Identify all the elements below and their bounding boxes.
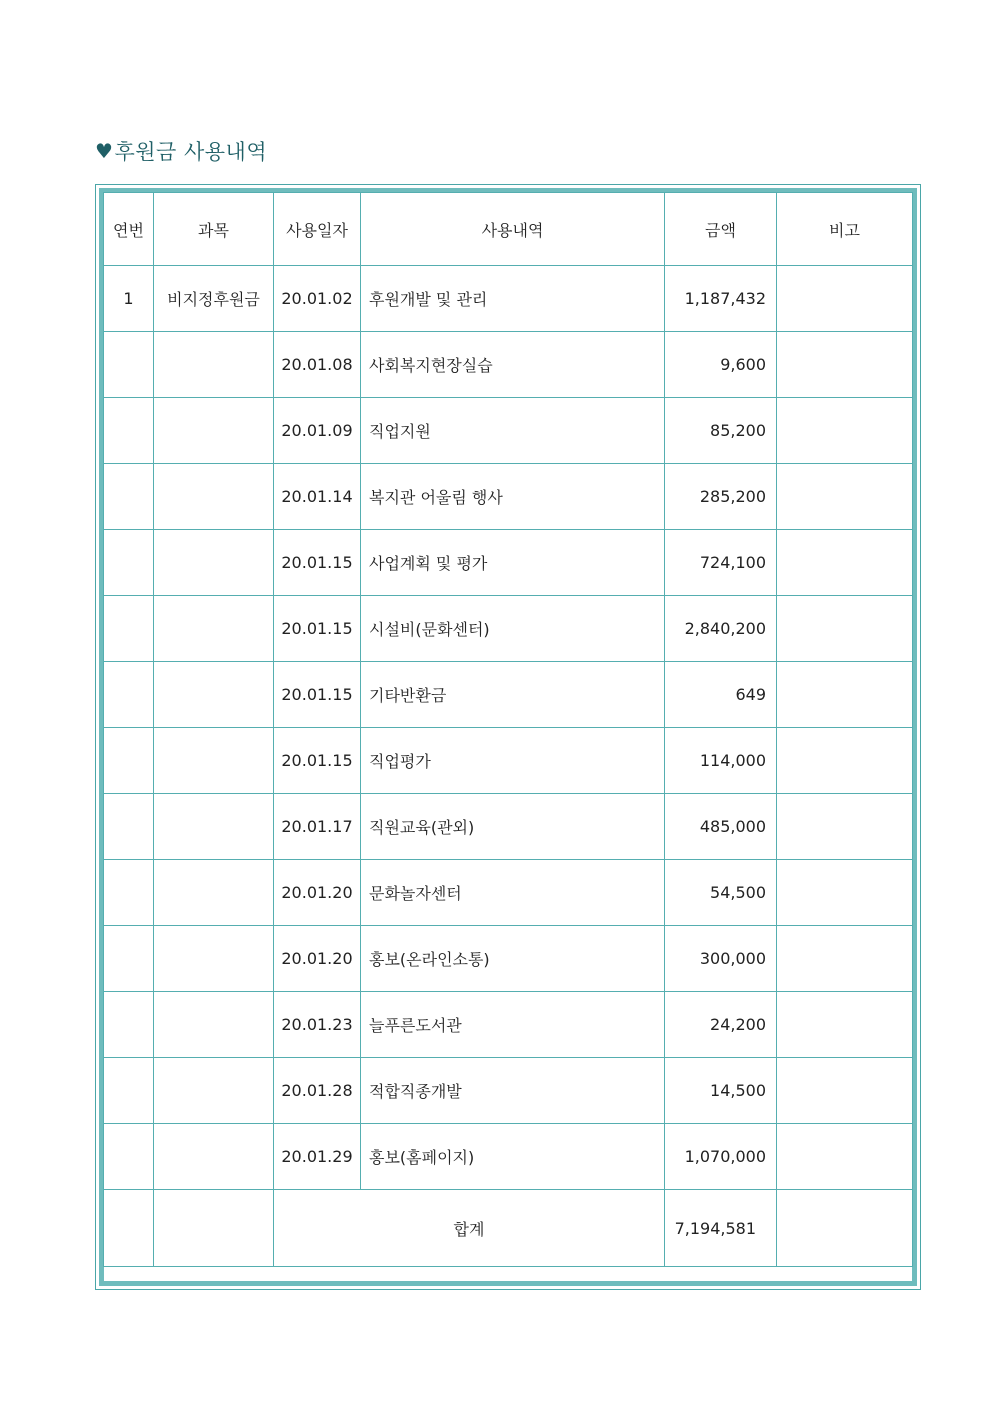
total-subject — [154, 1190, 274, 1267]
cell-no: 1 — [104, 266, 154, 332]
cell-detail: 홍보(온라인소통) — [361, 926, 665, 992]
cell-no — [104, 1124, 154, 1190]
cell-date: 20.01.15 — [274, 728, 361, 794]
table-row — [104, 266, 913, 332]
cell-amount: 724,100 — [665, 530, 777, 596]
cell-date: 20.01.29 — [274, 1124, 361, 1190]
cell-detail: 사회복지현장실습 — [361, 332, 665, 398]
cell-detail: 직원교육(관외) — [361, 794, 665, 860]
cell-date: 20.01.17 — [274, 794, 361, 860]
cell-subject — [154, 794, 274, 860]
cell-detail: 직업평가 — [361, 728, 665, 794]
cell-subject — [154, 464, 274, 530]
cell-note — [777, 530, 913, 596]
total-amount: 7,194,581 — [665, 1190, 777, 1267]
page-title — [95, 136, 267, 166]
cell-subject — [154, 992, 274, 1058]
cell-detail: 적합직종개발 — [361, 1058, 665, 1124]
cell-amount: 2,840,200 — [665, 596, 777, 662]
cell-no — [104, 464, 154, 530]
cell-detail: 문화놀자센터 — [361, 860, 665, 926]
table-row — [104, 530, 913, 596]
table-row — [104, 662, 913, 728]
table-row — [104, 596, 913, 662]
cell-note — [777, 398, 913, 464]
cell-amount: 1,187,432 — [665, 266, 777, 332]
cell-amount: 14,500 — [665, 1058, 777, 1124]
total-row — [104, 1190, 913, 1267]
cell-date: 20.01.15 — [274, 596, 361, 662]
cell-subject — [154, 1124, 274, 1190]
cell-date: 20.01.15 — [274, 530, 361, 596]
cell-no — [104, 992, 154, 1058]
cell-no — [104, 794, 154, 860]
cell-no — [104, 332, 154, 398]
total-note — [777, 1190, 913, 1267]
cell-note — [777, 728, 913, 794]
cell-note — [777, 926, 913, 992]
header-date: 사용일자 — [274, 193, 361, 266]
cell-amount: 114,000 — [665, 728, 777, 794]
cell-subject — [154, 926, 274, 992]
cell-date: 20.01.28 — [274, 1058, 361, 1124]
total-label: 합계 — [274, 1190, 665, 1267]
cell-subject — [154, 332, 274, 398]
total-no — [104, 1190, 154, 1267]
cell-detail: 시설비(문화센터) — [361, 596, 665, 662]
cell-date: 20.01.20 — [274, 926, 361, 992]
table-row — [104, 926, 913, 992]
cell-subject — [154, 728, 274, 794]
cell-note — [777, 794, 913, 860]
cell-amount: 24,200 — [665, 992, 777, 1058]
cell-note — [777, 464, 913, 530]
header-no: 연번 — [104, 193, 154, 266]
table-row — [104, 464, 913, 530]
cell-amount: 285,200 — [665, 464, 777, 530]
cell-detail: 늘푸른도서관 — [361, 992, 665, 1058]
cell-date: 20.01.20 — [274, 860, 361, 926]
table-header-row — [104, 193, 913, 266]
cell-detail: 사업계획 및 평가 — [361, 530, 665, 596]
cell-amount: 54,500 — [665, 860, 777, 926]
cell-note — [777, 1058, 913, 1124]
cell-subject — [154, 398, 274, 464]
header-detail: 사용내역 — [361, 193, 665, 266]
cell-date: 20.01.08 — [274, 332, 361, 398]
cell-note — [777, 596, 913, 662]
page-title-text: 후원금 사용내역 — [114, 140, 268, 164]
cell-note — [777, 332, 913, 398]
cell-subject: 비지정후원금 — [154, 266, 274, 332]
cell-no — [104, 926, 154, 992]
heart-icon: ♥ — [95, 139, 114, 163]
cell-detail: 복지관 어울림 행사 — [361, 464, 665, 530]
table-row — [104, 728, 913, 794]
cell-detail: 기타반환금 — [361, 662, 665, 728]
table-row — [104, 398, 913, 464]
cell-subject — [154, 662, 274, 728]
cell-subject — [154, 530, 274, 596]
cell-amount: 300,000 — [665, 926, 777, 992]
cell-no — [104, 662, 154, 728]
table-row — [104, 1058, 913, 1124]
cell-note — [777, 992, 913, 1058]
cell-amount: 1,070,000 — [665, 1124, 777, 1190]
header-amount: 금액 — [665, 193, 777, 266]
cell-date: 20.01.09 — [274, 398, 361, 464]
table-row — [104, 860, 913, 926]
cell-no — [104, 860, 154, 926]
cell-no — [104, 1058, 154, 1124]
cell-date: 20.01.14 — [274, 464, 361, 530]
cell-date: 20.01.23 — [274, 992, 361, 1058]
cell-amount: 85,200 — [665, 398, 777, 464]
cell-no — [104, 530, 154, 596]
cell-no — [104, 728, 154, 794]
cell-amount: 649 — [665, 662, 777, 728]
cell-note — [777, 662, 913, 728]
table-row — [104, 332, 913, 398]
cell-date: 20.01.02 — [274, 266, 361, 332]
cell-no — [104, 398, 154, 464]
cell-amount: 9,600 — [665, 332, 777, 398]
table-row — [104, 1124, 913, 1190]
cell-subject — [154, 860, 274, 926]
cell-subject — [154, 596, 274, 662]
cell-detail: 직업지원 — [361, 398, 665, 464]
cell-subject — [154, 1058, 274, 1124]
header-note: 비고 — [777, 193, 913, 266]
cell-amount: 485,000 — [665, 794, 777, 860]
cell-detail: 후원개발 및 관리 — [361, 266, 665, 332]
table-row — [104, 794, 913, 860]
cell-note — [777, 1124, 913, 1190]
cell-note — [777, 860, 913, 926]
table-row — [104, 992, 913, 1058]
donation-usage-table — [103, 192, 913, 1267]
cell-no — [104, 596, 154, 662]
cell-date: 20.01.15 — [274, 662, 361, 728]
header-subject: 과목 — [154, 193, 274, 266]
cell-detail: 홍보(홈페이지) — [361, 1124, 665, 1190]
cell-note — [777, 266, 913, 332]
